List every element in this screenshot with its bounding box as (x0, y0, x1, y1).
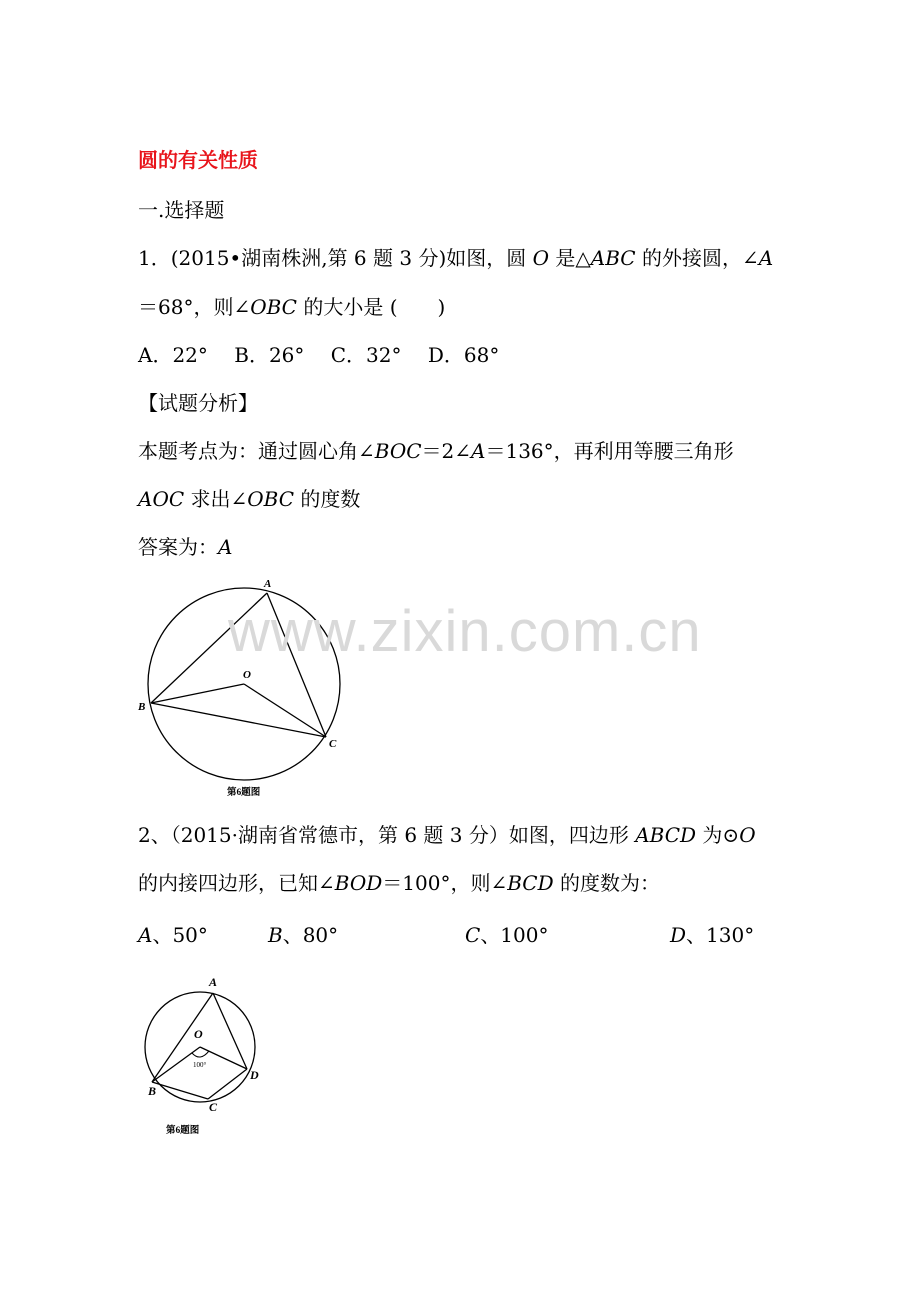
label-o: O (194, 1027, 203, 1041)
q1-analysis-header: 【试题分析】 (138, 391, 258, 415)
angle-label: 100° (193, 1061, 207, 1069)
q2-line1: 2、（2015·湖南省常德市，第 6 题 3 分）如图，四边形 ABCD 为⊙O (138, 823, 756, 847)
label-d: D (250, 1068, 259, 1082)
q1-answer: 答案为：A (138, 535, 233, 559)
section-heading: 一.选择题 (138, 198, 225, 222)
segment-ob (151, 684, 244, 703)
label-b: B (138, 701, 146, 713)
label-a: A (209, 975, 218, 989)
segment-bc (152, 1082, 208, 1099)
label-c: C (209, 1100, 218, 1114)
angle-arc (192, 1051, 209, 1057)
q1-analysis-line2: AOC 求出∠OBC 的度数 (138, 487, 361, 511)
label-o: O (243, 669, 251, 681)
q2-option-c: C、100° (465, 923, 549, 947)
q1-options: A．22° B．26° C．32° D．68° (138, 343, 500, 367)
q2-figure (130, 970, 280, 1140)
segment-ad (213, 993, 247, 1069)
section-title: 圆的有关性质 (138, 148, 258, 172)
q1-line2: ＝68°，则∠OBC 的大小是 ( ) (138, 295, 446, 319)
segment-od (200, 1047, 247, 1069)
label-c: C (329, 738, 337, 750)
label-a: A (264, 578, 272, 590)
q1-figure-caption: 第6题图 (227, 788, 261, 798)
watermark: www.zixin.com.cn (228, 599, 702, 664)
q1-analysis-line1: 本题考点为：通过圆心角∠BOC＝2∠A＝136°，再利用等腰三角形 (138, 439, 734, 463)
q2-line2: 的内接四边形，已知∠BOD＝100°，则∠BCD 的度数为： (138, 871, 660, 895)
q2-option-d: D、130° (670, 923, 755, 947)
q2-figure-caption: 第6题图 (166, 1126, 200, 1136)
q2-option-b: B、80° (268, 923, 339, 947)
label-b: B (148, 1084, 157, 1098)
q2-option-a: A、50° (138, 923, 208, 947)
q1-line1: 1．(2015•湖南株洲,第 6 题 3 分)如图，圆 O 是△ABC 的外接圆，∠A (138, 246, 774, 270)
